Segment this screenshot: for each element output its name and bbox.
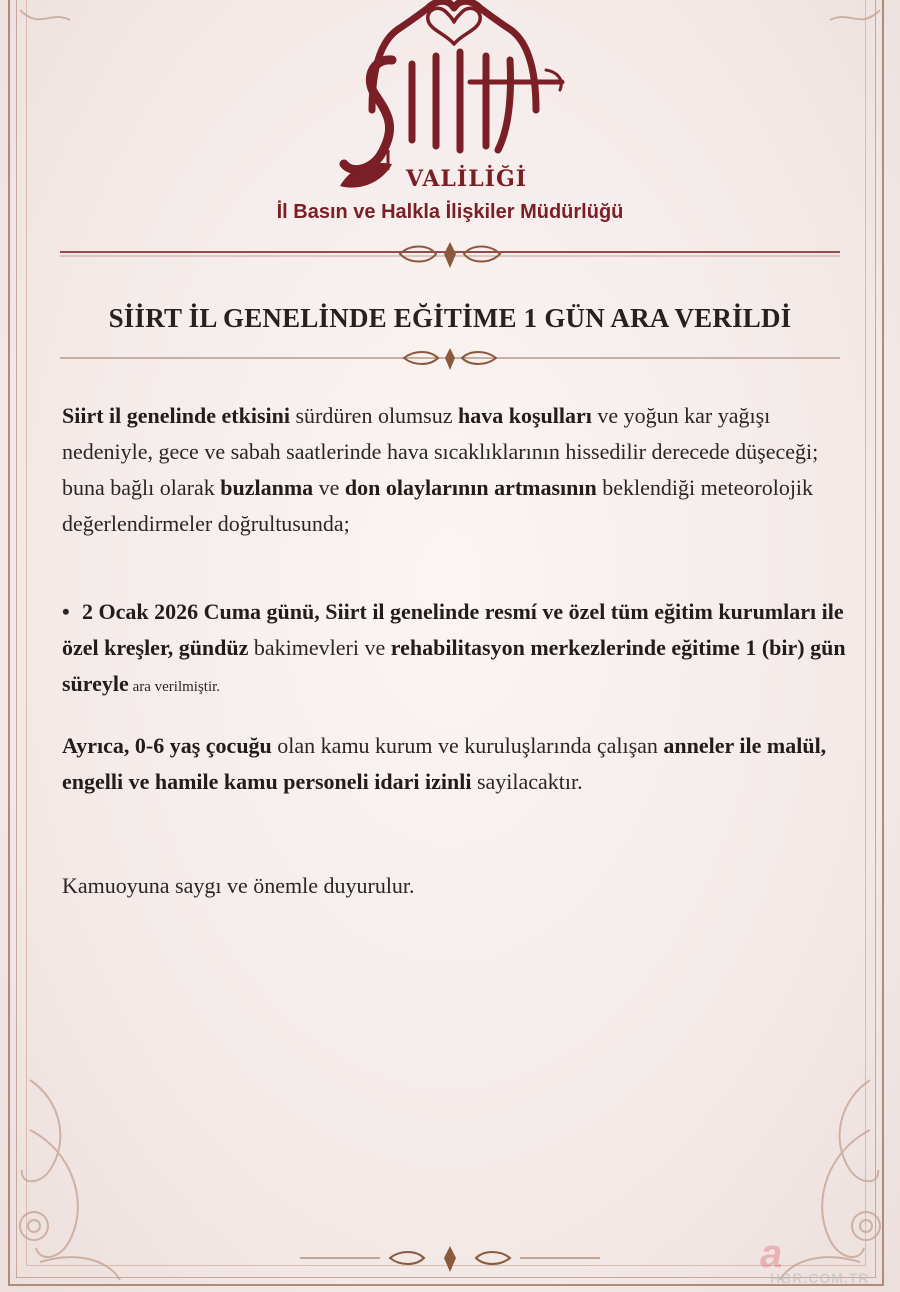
closing-statement: Kamuoyuna saygı ve önemle duyurulur.: [62, 873, 415, 898]
text-small: ara verilmiştir.: [128, 679, 221, 695]
text-bold: hava koşulları: [458, 403, 592, 428]
text-bold: buzlanma: [220, 475, 314, 500]
text-bold: Ayrıca, 0-6 yaş çocuğu: [62, 733, 272, 758]
text-bold: don olaylarının artmasının: [344, 475, 597, 500]
department-subtitle: İl Basın ve Halkla İlişkiler Müdürlüğü: [276, 201, 624, 223]
announcement-title: SİİRT İL GENELİNDE EĞİTİME 1 GÜN ARA VERİLDİ: [108, 303, 792, 333]
bullet-mark: •: [62, 599, 70, 624]
news-site-watermark-text: HBR.COM.TR: [770, 1270, 870, 1286]
bullet-school-closure: [62, 594, 862, 705]
logo-wordmark: VALİLİĞİ: [406, 166, 528, 192]
text-bold: rehabilitasyon merkezlerinde eğitime 1 (bir) gün süreyle: [62, 635, 846, 696]
text: bakimevleri ve: [253, 635, 386, 660]
ornamental-divider-top: [0, 240, 900, 270]
text-bold: anneler ile malül, engelli ve hamile kamu personeli idari izinli: [62, 733, 827, 794]
text: sayilacaktır.: [471, 769, 583, 794]
text: olan kamu kurum ve kuruluşlarında çalışan: [271, 733, 664, 758]
paragraph-administrative-leave: [62, 728, 862, 800]
text: ve: [313, 475, 345, 500]
ornamental-divider-title: [0, 344, 900, 374]
text-bold: 2 Ocak 2026 Cuma günü, Siirt il genelinde resmí ve özel tüm eğitim kurumları ile özel kreşler, gündüz: [62, 599, 844, 660]
text-bold: Siirt il genelinde etkisini: [62, 403, 290, 428]
text: ve yoğun kar yağışı nedeniyle, gece ve sabah saatlerinde hava sıcaklıklarının hissedilir derecede düşeceği; buna bağlı olarak: [62, 403, 819, 500]
text: beklendiği meteorolojik değerlendirmeler doğrultusunda;: [62, 475, 814, 536]
news-site-watermark: a: [760, 1232, 783, 1276]
paragraph-weather-conditions: [62, 398, 862, 542]
text: sürdüren olumsuz: [289, 403, 458, 428]
